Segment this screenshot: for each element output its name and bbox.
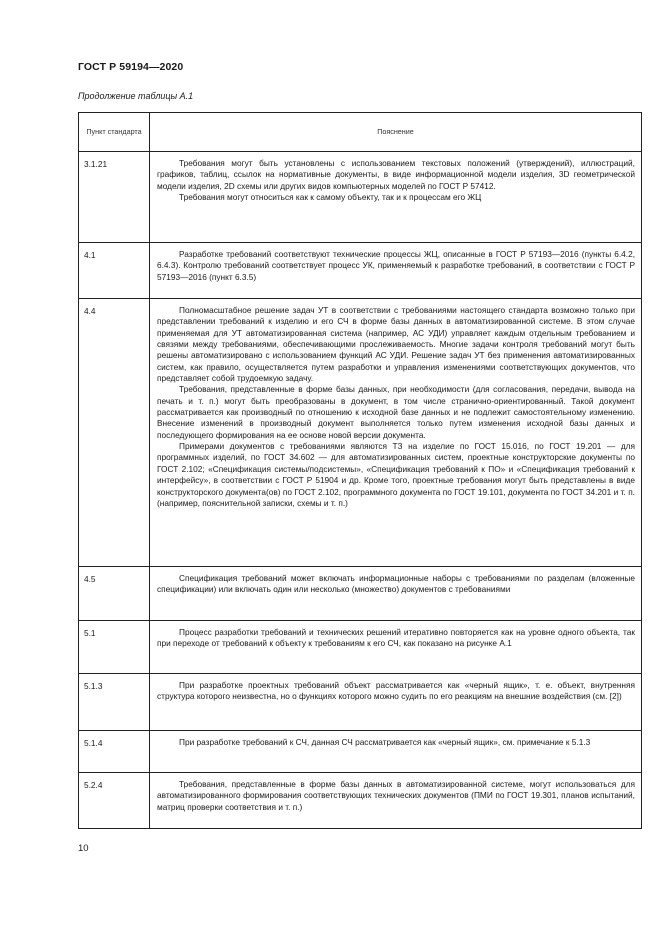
column-header-explanation: Пояснение (150, 113, 642, 152)
clause-cell: 4.5 (79, 567, 150, 621)
document-header: ГОСТ Р 59194—2020 (78, 61, 184, 73)
clause-cell: 3.1.21 (79, 152, 150, 243)
explanation-cell (150, 152, 642, 243)
table-row (79, 299, 642, 567)
table-row (79, 674, 642, 731)
explanation-cell (150, 674, 642, 731)
explanation-paragraph: Примерами документов с требованиями являются ТЗ на изделие по ГОСТ 15.016, по ГОСТ 19.201 — для программных изделий, по ГОСТ 34.602 — для автоматизированных систем, проектные конструкторские документы по ГОСТ 2.102; «Спецификация системы/подсистемы», «Спецификация требований к ПО» и «Спецификация требований к интерфейсу», в соответствии с ГОСТ Р 51904 и др. Кроме того, проектные требования могут быть представлены в виде конструкторского документа(ов) по ГОСТ 2.102, программного документа по ГОСТ 19.101, документа по ГОСТ 34.201 и т. п. (например, пояснительной записки, схемы и т. п.) (157, 441, 635, 508)
table-row (79, 773, 642, 829)
explanation-cell (150, 243, 642, 299)
table-caption: Продолжение таблицы А.1 (78, 91, 194, 101)
clause-cell: 4.1 (79, 243, 150, 299)
clause-cell: 5.1.3 (79, 674, 150, 731)
column-header-clause: Пункт стандарта (79, 113, 150, 152)
clause-cell: 5.2.4 (79, 773, 150, 829)
explanation-paragraph: Процесс разработки требований и технических решений итеративно повторяется как на уровне одного объекта, так при переходе от требований к объекту к требованиям к его СЧ, как показано на рисунке А.1 (157, 627, 635, 649)
explanation-paragraph: Разработке требований соответствуют технические процессы ЖЦ, описанные в ГОСТ Р 57193—2016 (пункты 6.4.2, 6.4.3). Контролю требований соответствует процесс УК, применяемый к разработке требований, в соответствии с ГОСТ Р 57193—2016 (пункт 6.3.5) (157, 249, 635, 282)
explanation-cell (150, 621, 642, 674)
table-row (79, 152, 642, 243)
table-header-row (79, 113, 642, 152)
explanation-paragraph: Требования могут относиться как к самому объекту, так и к процессам его ЖЦ (179, 192, 482, 203)
explanation-paragraph: При разработке требований к СЧ, данная СЧ рассматривается как «черный ящик», см. примечание к 5.1.3 (179, 737, 591, 747)
clause-cell: 5.1 (79, 621, 150, 674)
explanation-cell (150, 773, 642, 829)
explanation-cell (150, 731, 642, 773)
explanation-paragraph: Спецификация требований может включать информационные наборы с требованиями по разделам (вложенные спецификации) или включать один или несколько (множество) документов с требованиями (157, 573, 635, 595)
explanation-cell (150, 567, 642, 621)
explanation-paragraph: Требования могут быть установлены с использованием текстовых положений (утверждений), иллюстраций, графиков, таблиц, ссылок на нормативные документы, в виде информационной модели изделия, 3D геометрической модели изделия, 2D схемы или других видов компьютерных моделей по ГОСТ Р 57412. (157, 158, 635, 191)
table-row (79, 567, 642, 621)
clause-cell: 5.1.4 (79, 731, 150, 773)
explanation-cell (150, 299, 642, 567)
table-row (79, 243, 642, 299)
clause-cell: 4.4 (79, 299, 150, 567)
table-row (79, 621, 642, 674)
explanation-paragraph: Полномасштабное решение задач УТ в соответствии с требованиями настоящего стандарта возможно только при представлении требований к изделию и его СЧ в форме базы данных в автоматизированной системе. В этом случае применяемая для УТ автоматизированная система (например, АС УДИ) управляет каждым отдельным требованием и связями между требованиями, обеспечивающими прослеживаемость. Многие задачи контроля требований могут быть решены автоматизировано с использованием функций АС УДИ. Решение задач УТ без применения автоматизированных систем, как правило, осуществляется путем разработки и управления изменениями соответствующих документов, что представляет собой трудоемкую задачу. (157, 305, 635, 384)
explanation-paragraph: При разработке проектных требований объект рассматривается как «черный ящик», т. е. объект, внутренняя структура которого неизвестна, но о функциях которого можно судить по его реакциям на внешние воздействия (см. [2]) (157, 680, 635, 702)
explanation-paragraph: Требования, представленные в форме базы данных, при необходимости (для согласования, передачи, вывода на печать и т. п.) могут быть преобразованы в документ, в том числе странично-ориентированный. Такой документ рассматривается как производный по отношению к исходной базе данных и не подлежит самостоятельному изменению. Внесение изменений в производный документ выполняется только путем изменения исходной базы данных и последующего формирования на ее основе новой версии документа. (157, 384, 635, 440)
table-row (79, 731, 642, 773)
page-number: 10 (78, 843, 89, 854)
explanation-paragraph: Требования, представленные в форме базы данных в автоматизированной системе, могут использоваться для автоматизированного формирования соответствующих технических документов (ПМИ по ГОСТ 19.301, планов испытаний, матриц проверки соответствия и т. п.) (157, 779, 635, 812)
explanation-table (78, 112, 642, 829)
